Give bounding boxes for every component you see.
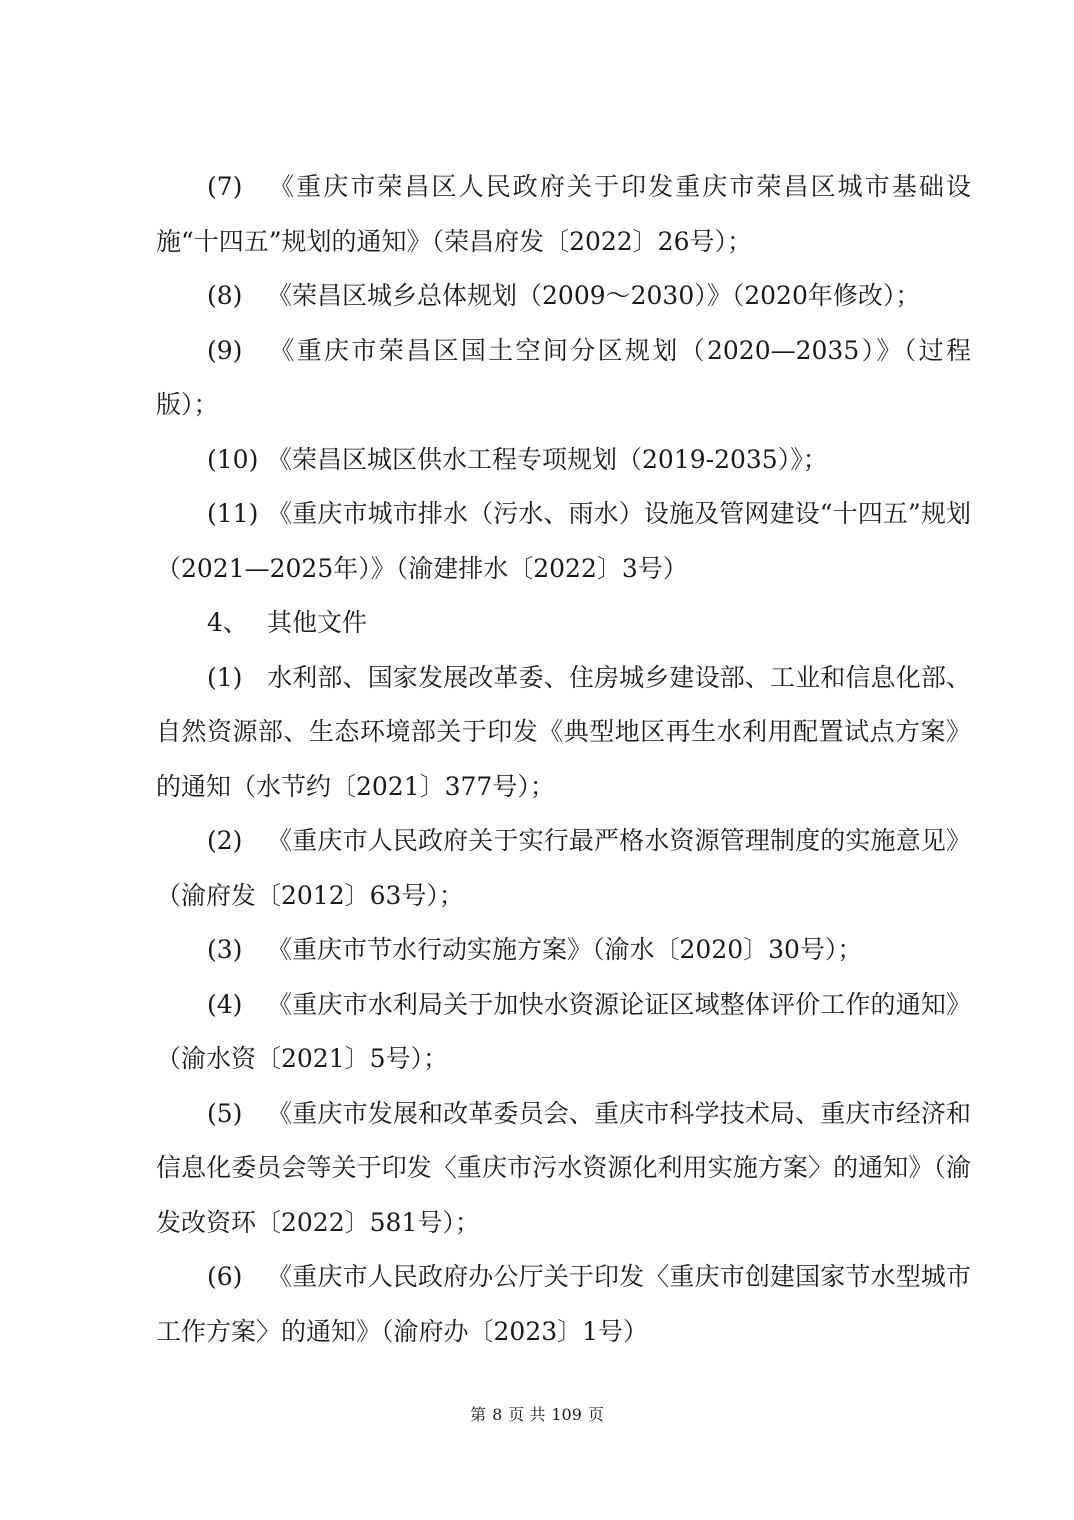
item-number: (6) bbox=[207, 1262, 243, 1291]
page-footer bbox=[0, 1402, 1074, 1425]
item-number: (11) bbox=[207, 499, 259, 528]
reference-item-10 bbox=[156, 433, 971, 488]
item-text: 《重庆市城市排水（污水、雨水）设施及管网建设“十四五”规划（2021—2025年）》（渝建排水〔2022〕3号） bbox=[156, 499, 971, 583]
footer-page-number: 8 bbox=[492, 1405, 503, 1424]
section-heading-other-files bbox=[156, 596, 971, 651]
item-text: 《荣昌区城乡总体规划（2009～2030）》（2020年修改）； bbox=[267, 281, 921, 310]
item-number: (10) bbox=[207, 444, 259, 474]
item-number: (7) bbox=[207, 172, 243, 201]
reference-item-7 bbox=[156, 160, 971, 269]
reference-item-6 bbox=[156, 1250, 971, 1359]
item-text: 《重庆市发展和改革委员会、重庆市科学技术局、重庆市经济和信息化委员会等关于印发〈重庆市污水资源化利用实施方案〉的通知》（渝发改资环〔2022〕581号）； bbox=[156, 1098, 971, 1237]
item-text: 《荣昌区城区供水工程专项规划（2019-2035）》； bbox=[267, 444, 828, 474]
item-text: 《重庆市荣昌区国土空间分区规划（2020—2035）》（过程版）； bbox=[156, 335, 971, 419]
reference-item-11 bbox=[156, 487, 971, 596]
item-text: 《重庆市节水行动实施方案》（渝水〔2020〕30号）； bbox=[267, 935, 863, 964]
body-text bbox=[156, 160, 971, 1359]
section-number: 4、 bbox=[207, 608, 248, 637]
reference-item-2 bbox=[156, 814, 971, 923]
footer-suffix: 页 bbox=[587, 1405, 604, 1424]
item-number: (4) bbox=[207, 989, 243, 1019]
item-number: (1) bbox=[207, 662, 243, 692]
item-text: 《重庆市荣昌区人民政府关于印发重庆市荣昌区城市基础设施“十四五”规划的通知》（荣昌府发〔2022〕26号）； bbox=[156, 172, 971, 256]
section-title: 其他文件 bbox=[267, 608, 368, 637]
reference-item-1 bbox=[156, 651, 971, 815]
item-text: 《重庆市人民政府关于实行最严格水资源管理制度的实施意见》（渝府发〔2012〕63号）； bbox=[156, 826, 971, 910]
item-number: (9) bbox=[207, 335, 243, 365]
item-text: 《重庆市人民政府办公厅关于印发〈重庆市创建国家节水型城市工作方案〉的通知》（渝府办〔2023〕1号） bbox=[156, 1262, 971, 1346]
reference-item-4 bbox=[156, 978, 971, 1087]
item-number: (8) bbox=[207, 281, 243, 310]
footer-prefix: 第 bbox=[470, 1405, 487, 1424]
item-text: 水利部、国家发展改革委、住房城乡建设部、工业和信息化部、自然资源部、生态环境部关于印发《典型地区再生水利用配置试点方案》的通知（水节约〔2021〕377号）； bbox=[156, 662, 971, 801]
item-number: (3) bbox=[207, 935, 243, 964]
reference-item-3 bbox=[156, 923, 971, 978]
item-text: 《重庆市水利局关于加快水资源论证区域整体评价工作的通知》（渝水资〔2021〕5号）； bbox=[156, 989, 971, 1073]
reference-item-9 bbox=[156, 324, 971, 433]
item-number: (2) bbox=[207, 826, 243, 855]
reference-item-5 bbox=[156, 1087, 971, 1251]
footer-total-pages: 109 bbox=[551, 1405, 582, 1424]
item-number: (5) bbox=[207, 1098, 243, 1128]
footer-mid: 页 共 bbox=[508, 1405, 546, 1424]
reference-item-8 bbox=[156, 269, 971, 324]
